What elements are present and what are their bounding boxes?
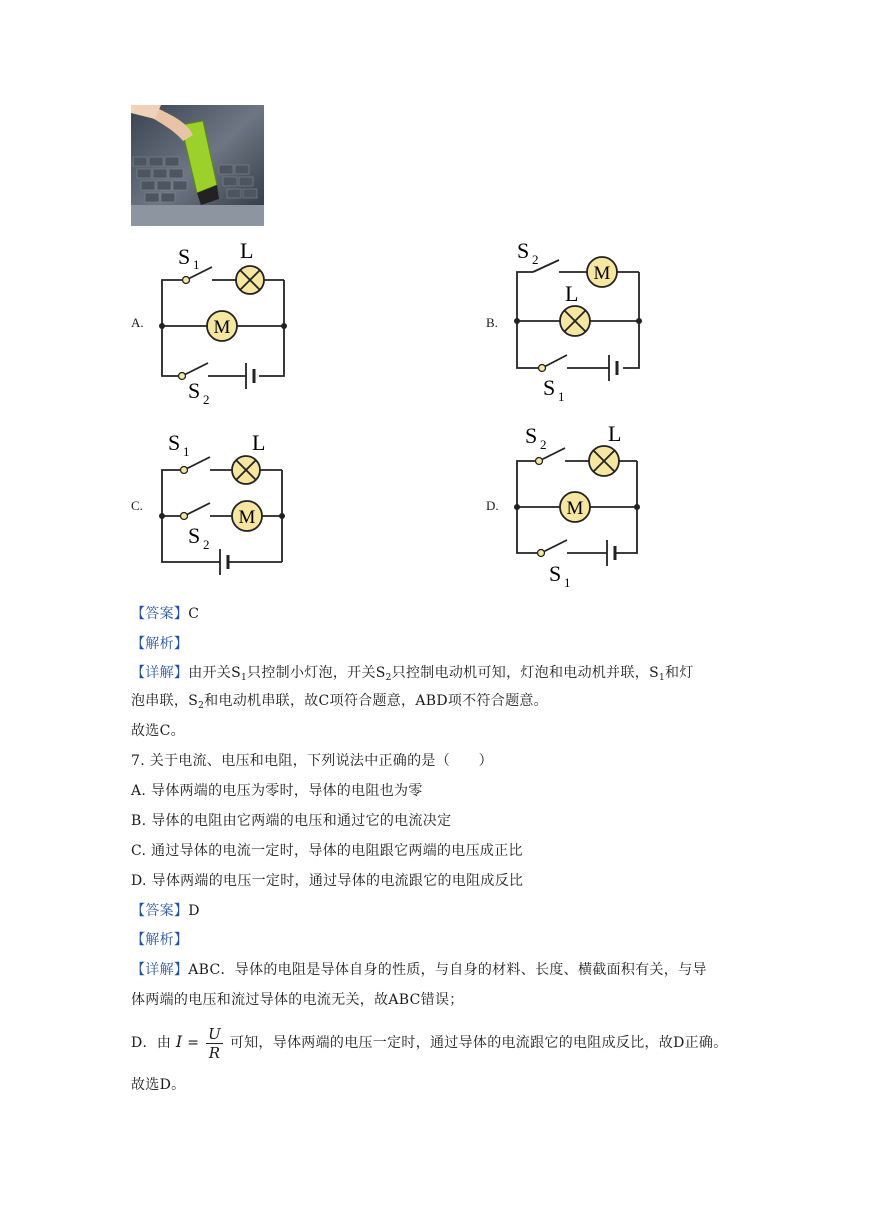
circuit-diagram-b [505, 235, 645, 405]
switch-symbol: S [649, 665, 659, 681]
text: 只控制电动机可知，灯泡和电动机并联， [391, 665, 650, 681]
lamp-label: L [240, 238, 254, 263]
q6-answer-line [131, 604, 199, 624]
q6-analysis-line [131, 634, 188, 654]
formula-denominator: R [208, 1043, 221, 1062]
switch-top-sub: 2 [532, 252, 539, 267]
q6-answer: C [188, 606, 200, 622]
formula-numerator: U [208, 1024, 222, 1043]
switch-bottom-label: S [543, 375, 556, 400]
lamp-label: L [252, 430, 266, 455]
lamp-icon [232, 456, 260, 484]
q7-stem: 7. 关于电流、电压和电阻，下列说法中正确的是（ ） [131, 753, 493, 769]
switch-top-label: S [517, 238, 530, 263]
analysis-tag: 【解析】 [131, 932, 189, 948]
motor-label: M [238, 507, 256, 528]
q7-answer-line [131, 901, 200, 921]
answer-tag: 【答案】 [131, 606, 189, 622]
lamp-label: L [565, 281, 579, 306]
text: 只控制小灯泡，开关 [247, 665, 376, 681]
option-c-label: C. [131, 498, 143, 513]
detail-tag: 【详解】 [131, 665, 189, 681]
detail-tag: 【详解】 [131, 962, 189, 978]
motor-label: M [593, 263, 611, 284]
answer-tag: 【答案】 [131, 903, 189, 919]
q7-option-d: D. 导体两端的电压一定时，通过导体的电流跟它的电阻成反比 [131, 873, 524, 889]
switch-bottom-sub: 2 [203, 537, 210, 552]
switch-symbol: S [188, 693, 199, 709]
q7-conclusion: 故选D。 [131, 1077, 186, 1093]
switch-bottom-sub: 1 [558, 389, 565, 404]
q7-option-b: B. 导体的电阻由它两端的电压和通过它的电流决定 [131, 813, 452, 829]
switch-bottom-label: S [188, 523, 201, 548]
switch-bottom-sub: 2 [203, 392, 210, 405]
subscript: 2 [198, 701, 205, 711]
q7-option-a: A. 导体两端的电压为零时，导体的电阻也为零 [131, 783, 423, 799]
circuit-diagram-c [150, 425, 290, 595]
switch-bottom-label: S [549, 561, 562, 586]
q7-detail-line2: 体两端的电压和流过导体的电流无关，故ABC错误； [131, 992, 464, 1008]
text: 和电动机串联，故C项符合题意，ABD项不符合题意。 [204, 693, 548, 709]
switch-top-sub: 1 [193, 257, 200, 272]
lamp-label: L [608, 421, 622, 446]
keyboard-vacuum-photo [131, 105, 264, 226]
q7-answer: D [188, 903, 200, 919]
switch-bottom-sub: 1 [564, 575, 571, 590]
switch-top-sub: 2 [540, 437, 547, 452]
q7-detail-line3 [131, 1023, 728, 1062]
switch-top-sub: 1 [183, 444, 190, 459]
lamp-icon [589, 446, 619, 476]
text: 泡串联， [131, 693, 189, 709]
subscript: 1 [659, 673, 666, 683]
motor-label: M [566, 498, 584, 519]
analysis-tag: 【解析】 [131, 636, 189, 652]
lamp-icon [560, 306, 590, 336]
q7-detail-line1 [131, 960, 707, 980]
switch-top-label: S [525, 423, 538, 448]
option-d-label: D. [486, 498, 499, 513]
switch-symbol: S [375, 665, 386, 681]
q6-detail-line2 [131, 691, 548, 716]
switch-symbol: S [231, 665, 242, 681]
subscript: 2 [385, 673, 392, 683]
motor-label: M [213, 317, 231, 338]
lamp-icon [236, 266, 264, 294]
switch-top-label: S [178, 244, 191, 269]
formula-equals: = [187, 1035, 200, 1051]
q6-detail-line1 [131, 663, 694, 688]
q7-analysis-line [131, 930, 188, 950]
option-a-label: A. [131, 315, 144, 330]
formula-fraction [206, 1025, 223, 1062]
text: 由开关 [188, 665, 232, 681]
text: ABC．导体的电阻是导体自身的性质，与自身的材料、长度、横截面积有关，与导 [188, 962, 707, 978]
q7-option-c: C. 通过导体的电流一定时，导体的电阻跟它两端的电压成正比 [131, 843, 523, 859]
formula-current: I [175, 1032, 183, 1051]
text: 和灯 [665, 665, 694, 681]
switch-bottom-label: S [188, 378, 201, 403]
circuit-diagram-d [505, 420, 645, 590]
q6-conclusion: 故选C。 [131, 723, 185, 739]
option-b-label: B. [486, 315, 498, 330]
text: D．由 [131, 1035, 172, 1051]
text: 可知，导体两端的电压一定时，通过导体的电流跟它的电阻成反比，故D正确。 [229, 1035, 728, 1051]
circuit-diagram-a [150, 235, 290, 405]
switch-top-label: S [168, 430, 181, 455]
subscript: 1 [241, 673, 248, 683]
